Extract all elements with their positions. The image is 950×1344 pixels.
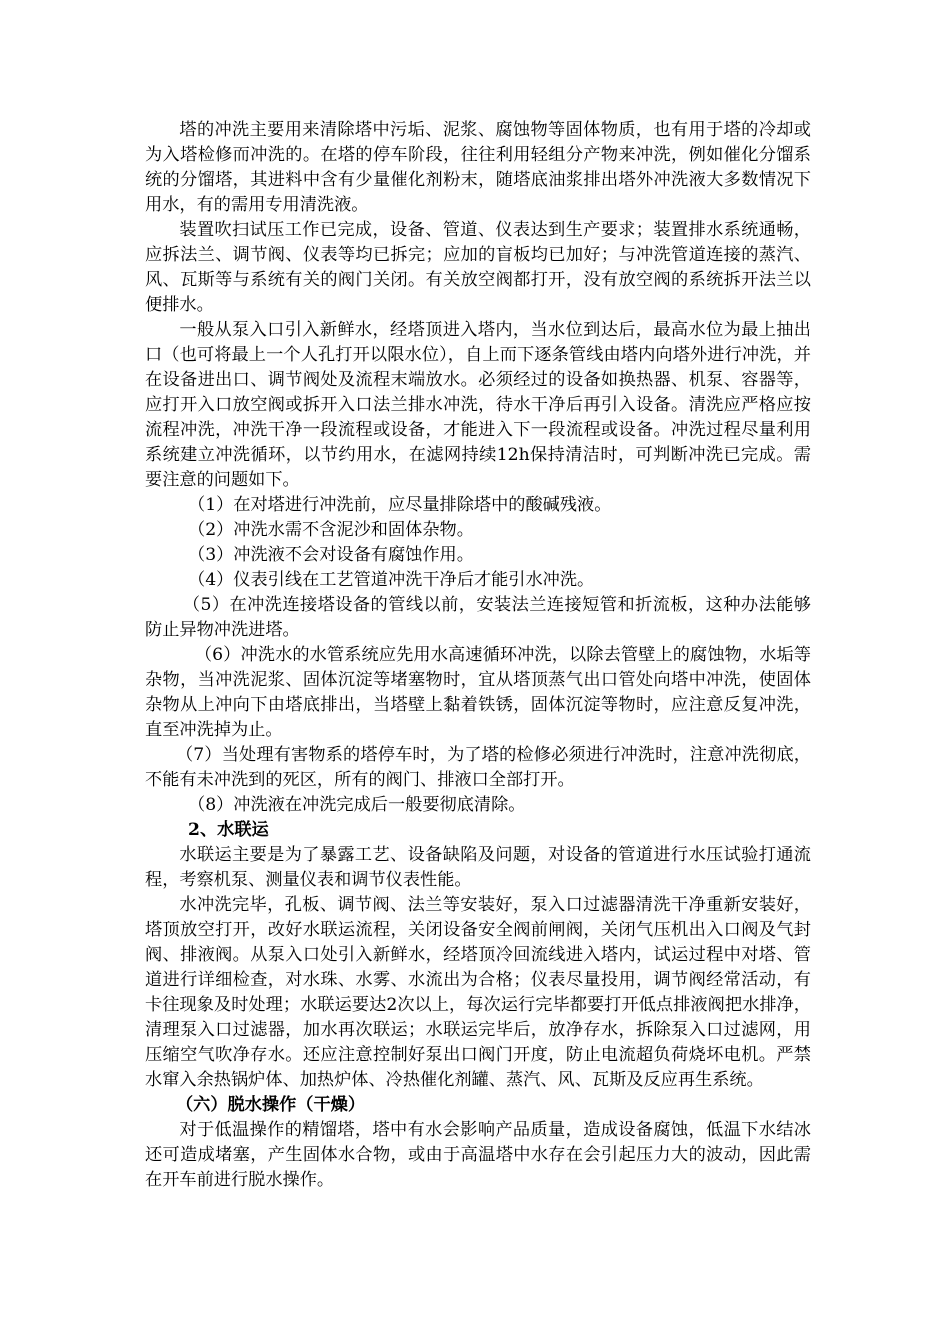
paragraph-preconditions: 装置吹扫试压工作已完成，设备、管道、仪表达到生产要求；装置排水系统通畅，应拆法兰、调节阀、仪表等均已拆完；应加的盲板均已加好；与冲洗管道连接的蒸汽、风、瓦斯等与系统有关的阀门关闭。有关放空阀都打开，没有放空阀的系统拆开法兰以便排水。 bbox=[145, 220, 811, 315]
note-item-2: （2）冲洗水需不含泥沙和固体杂物。 bbox=[188, 520, 474, 540]
document-page bbox=[145, 118, 811, 1193]
paragraph-flushing-procedure: 一般从泵入口引入新鲜水，经塔顶进入塔内，当水位到达后，最高水位为最上抽出口（也可将最上一个人孔打开以限水位），自上而下逐条管线由塔内向塔外进行冲洗，并在设备进出口、调节阀处及流程末端放水。必须经过的设备如换热器、机泵、容器等，应打开入口放空阀或拆开入口法兰排水冲洗，待水干净后再引入设备。清洗应严格应按流程冲洗，冲洗干净一段流程或设备，才能进入下一段流程或设备。冲洗过程尽量利用系统建立冲洗循环，以节约用水，在滤网持续12h保持清洁时，可判断冲洗已完成。需要注意的问题如下。 bbox=[145, 320, 811, 490]
note-item-4: （4）仪表引线在工艺管道冲洗干净后才能引水冲洗。 bbox=[188, 570, 595, 590]
note-item-8: （8）冲洗液在冲洗完成后一般要彻底清除。 bbox=[188, 795, 526, 815]
section-heading-dehydration: （六）脱水操作（干燥） bbox=[175, 1095, 366, 1115]
note-item-5: （5）在冲洗连接塔设备的管线以前，安装法兰连接短管和折流板，这种办法能够防止异物冲洗进塔。 bbox=[145, 595, 811, 640]
note-item-1: （1）在对塔进行冲洗前，应尽量排除塔中的酸碱残液。 bbox=[188, 495, 612, 515]
paragraph-water-run-purpose: 水联运主要是为了暴露工艺、设备缺陷及问题，对设备的管道进行水压试验打通流程，考察机泵、测量仪表和调节仪表性能。 bbox=[145, 845, 811, 890]
note-item-3: （3）冲洗液不会对设备有腐蚀作用。 bbox=[188, 545, 474, 565]
note-item-6: （6）冲洗水的水管系统应先用水高速循环冲洗，以除去管壁上的腐蚀物，水垢等杂物，当冲洗泥浆、固体沉淀等堵塞物时，宜从塔顶蒸气出口管处向塔中冲洗，使固体杂物从上冲向下由塔底排出，当塔壁上黏着铁锈，固体沉淀等物时，应注意反复冲洗，直至冲洗掉为止。 bbox=[145, 645, 811, 740]
paragraph-dehydration: 对于低温操作的精馏塔，塔中有水会影响产品质量，造成设备腐蚀，低温下水结冰还可造成堵塞，产生固体水合物，或由于高温塔中水存在会引起压力大的波动，因此需在开车前进行脱水操作。 bbox=[145, 1120, 811, 1190]
paragraph-water-run-procedure: 水冲洗完毕，孔板、调节阀、法兰等安装好，泵入口过滤器清洗干净重新安装好，塔顶放空打开，改好水联运流程，关闭设备安全阀前闸阀，关闭气压机出入口阀及气封阀、排液阀。从泵入口处引入新鲜水，经塔顶冷回流线进入塔内，试运过程中对塔、管道进行详细检查，对水珠、水雾、水流出为合格；仪表尽量投用，调节阀经常活动，有卡往现象及时处理；水联运要达2次以上，每次运行完毕都要打开低点排液阀把水排净，清理泵入口过滤器，加水再次联运；水联运完毕后，放净存水，拆除泵入口过滤网，用压缩空气吹净存水。还应注意控制好泵出口阀门开度，防止电流超负荷烧坏电机。严禁水窜入余热锅炉体、加热炉体、冷热催化剂罐、蒸汽、风、瓦斯及反应再生系统。 bbox=[145, 895, 811, 1090]
paragraph-tower-flushing-intro: 塔的冲洗主要用来清除塔中污垢、泥浆、腐蚀物等固体物质，也有用于塔的冷却或为入塔检修而冲洗的。在塔的停车阶段，往往利用轻组分产物来冲洗，例如催化分馏系统的分馏塔，其进料中含有少量催化剂粉末，随塔底油浆排出塔外冲洗液大多数情况下用水，有的需用专用清洗液。 bbox=[145, 120, 811, 215]
section-heading-water-run: 2、水联运 bbox=[188, 820, 269, 840]
note-item-7: （7）当处理有害物系的塔停车时，为了塔的检修必须进行冲洗时，注意冲洗彻底，不能有未冲洗到的死区，所有的阀门、排液口全部打开。 bbox=[145, 745, 811, 790]
